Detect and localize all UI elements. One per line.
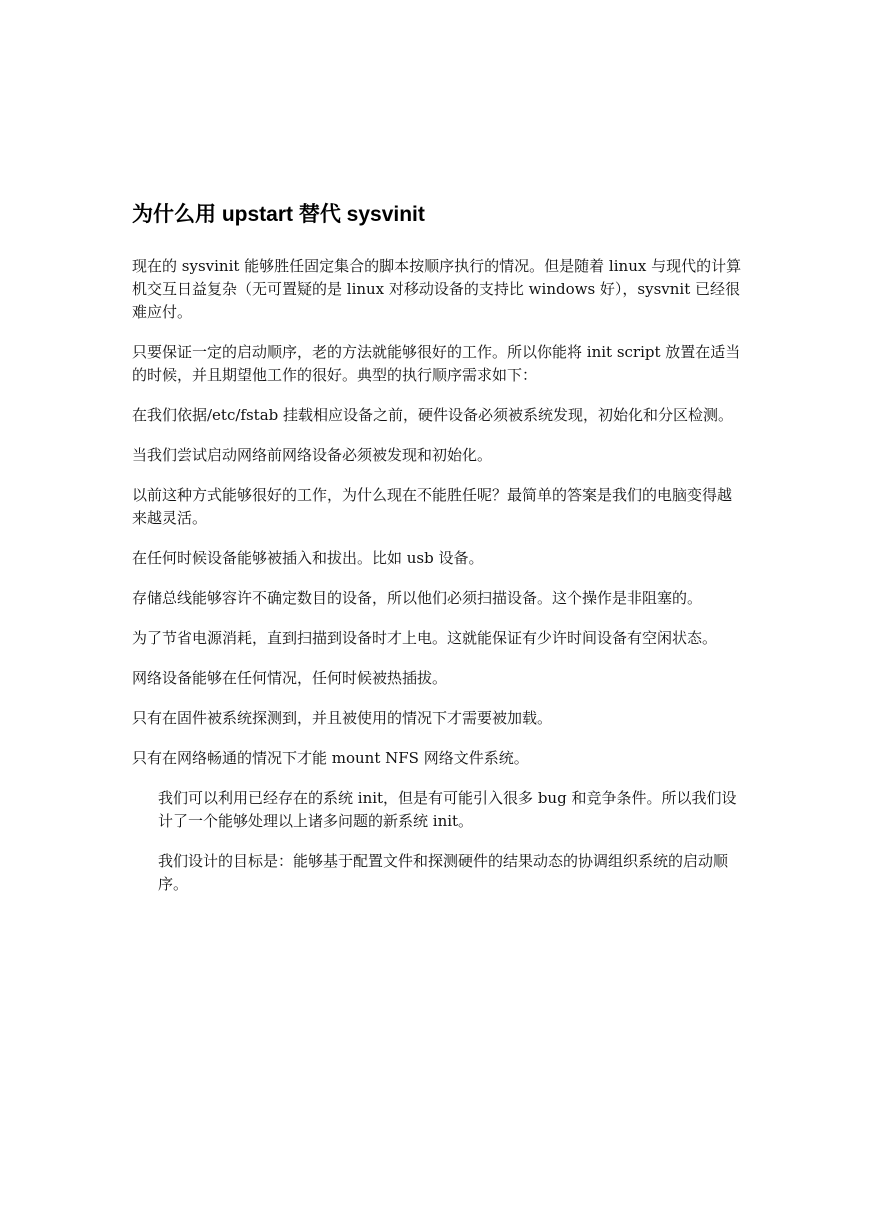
paragraph: 在我们依据/etc/fstab 挂载相应设备之前，硬件设备必须被系统发现，初始化和分区检测。 [132, 406, 734, 424]
indented-paragraph: 我们设计的目标是：能够基于配置文件和探测硬件的结果动态的协调组织系统的启动顺序。 [158, 852, 729, 893]
paragraph: 只有在网络畅通的情况下才能 mount NFS 网络文件系统。 [132, 749, 529, 767]
paragraph: 网络设备能够在任何情况，任何时候被热插拔。 [132, 669, 448, 687]
paragraph: 只有在固件被系统探测到，并且被使用的情况下才需要被加载。 [132, 709, 553, 727]
paragraph: 只要保证一定的启动顺序，老的方法就能够很好的工作。所以你能将 init script 放置在适当的时候，并且期望他工作的很好。典型的执行顺序需求如下： [132, 343, 741, 384]
paragraph: 存储总线能够容许不确定数目的设备，所以他们必须扫描设备。这个操作是非阻塞的。 [132, 589, 703, 607]
paragraph: 当我们尝试启动网络前网络设备必须被发现和初始化。 [132, 446, 493, 464]
document-body [132, 200, 742, 913]
paragraph: 在任何时候设备能够被插入和拔出。比如 usb 设备。 [132, 549, 484, 567]
page-title: 为什么用 upstart 替代 sysvinit [132, 203, 425, 226]
paragraph: 为了节省电源消耗，直到扫描到设备时才上电。这就能保证有少许时间设备有空闲状态。 [132, 629, 718, 647]
paragraph: 现在的 sysvinit 能够胜任固定集合的脚本按顺序执行的情况。但是随着 linux 与现代的计算机交互日益复杂（无可置疑的是 linux 对移动设备的支持比 windows 好），sysvnit 已经很难应付。 [132, 257, 742, 321]
indented-paragraph: 我们可以利用已经存在的系统 init，但是有可能引入很多 bug 和竞争条件。所以我们设计了一个能够处理以上诸多问题的新系统 init。 [158, 789, 737, 830]
paragraph: 以前这种方式能够很好的工作，为什么现在不能胜任呢？最简单的答案是我们的电脑变得越来越灵活。 [132, 486, 733, 527]
